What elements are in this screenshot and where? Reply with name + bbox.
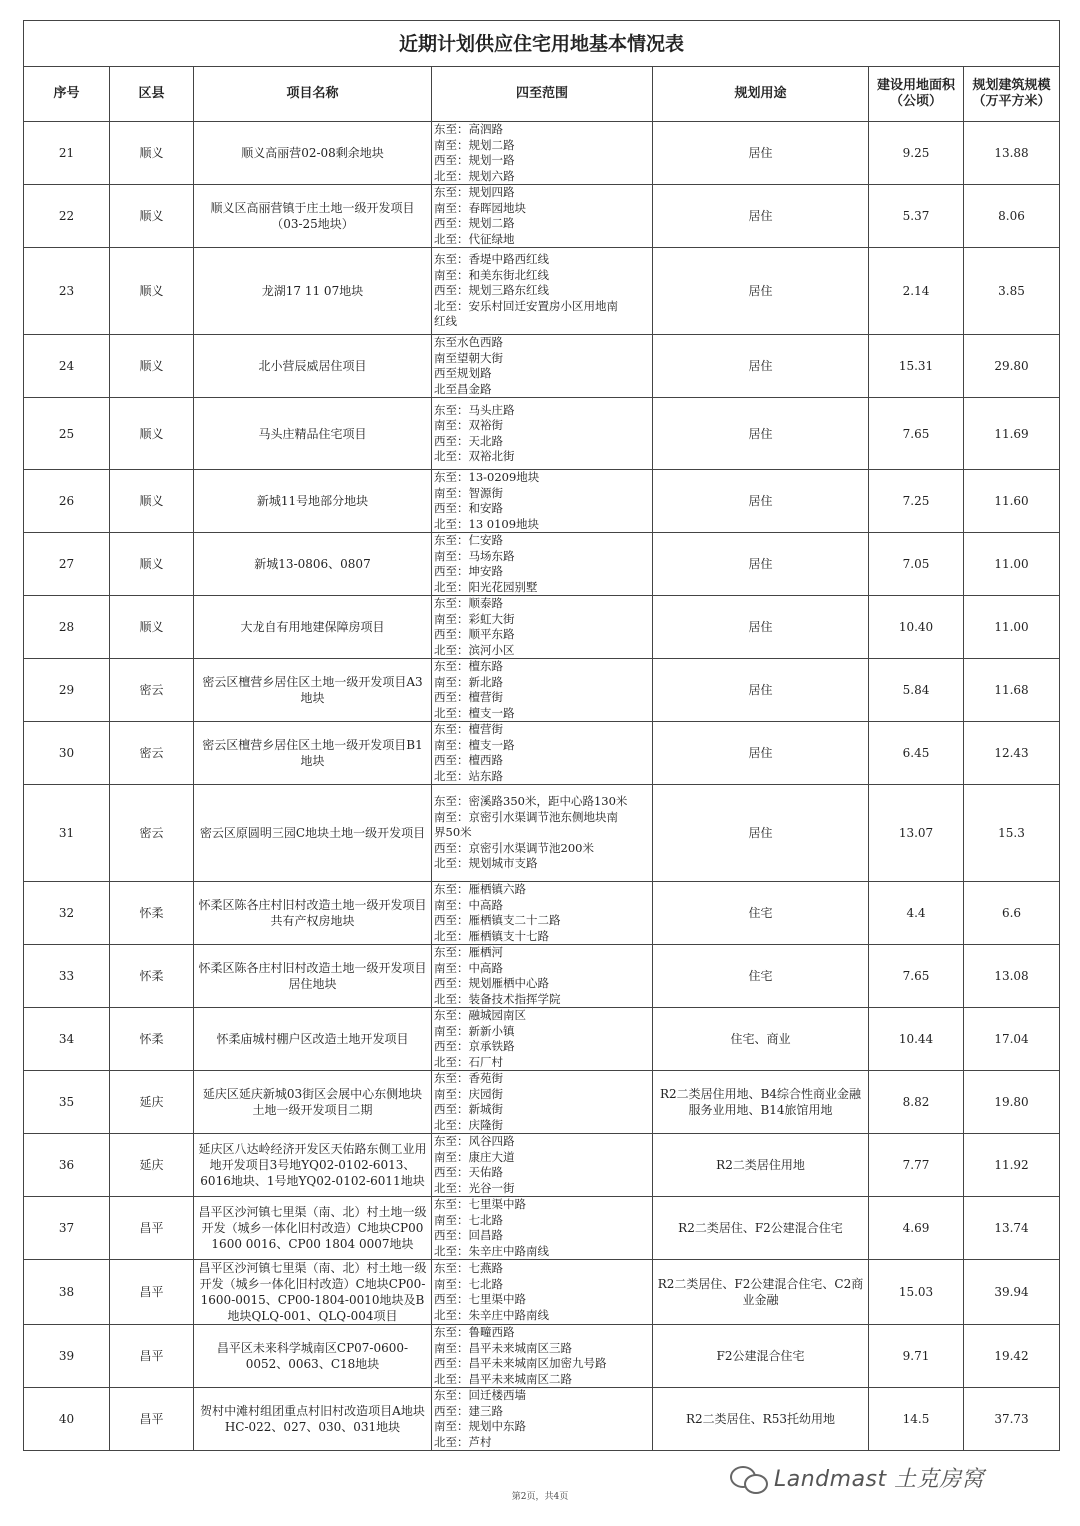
- boundary-line: 南至：中高路: [434, 897, 503, 912]
- cell-land-area: 9.71: [869, 1325, 964, 1388]
- boundary-line: 南至：京密引水渠调节池东侧地块南: [434, 809, 618, 824]
- boundary-line: 南至：规划二路: [434, 137, 515, 152]
- cell-planned-use: 居住: [653, 596, 869, 659]
- cell-planned-use: R2二类居住、F2公建混合住宅: [653, 1197, 869, 1260]
- boundary-line: 南至：康庄大道: [434, 1149, 515, 1164]
- cell-boundary: [432, 248, 653, 335]
- cell-project-name: 贺村中滩村组团重点村旧村改造项目A地块HC-022、027、030、031地块: [194, 1388, 432, 1451]
- cell-boundary: [432, 945, 653, 1008]
- boundary-line: 西至：天佑路: [434, 1165, 503, 1179]
- cell-planned-use: F2公建混合住宅: [653, 1325, 869, 1388]
- boundary-line: 南至：规划中东路: [434, 1419, 526, 1433]
- header-building-scale-line2: （万平方米）: [972, 94, 1051, 109]
- boundary-line: 南至：昌平未来城南区三路: [434, 1340, 572, 1355]
- boundary-line: 北至：双裕北街: [434, 449, 515, 463]
- boundary-line: 北至：檀支一路: [434, 705, 515, 720]
- cell-boundary: [432, 185, 653, 248]
- boundary-line: 东至：高泗路: [434, 122, 503, 136]
- cell-boundary: [432, 470, 653, 533]
- cell-district: 怀柔: [110, 882, 194, 945]
- cell-planned-use: R2二类居住、F2公建混合住宅、C2商业金融: [653, 1260, 869, 1325]
- cell-district: 顺义: [110, 398, 194, 470]
- boundary-line: 西至：回昌路: [434, 1228, 503, 1242]
- boundary-line: 北至：庆隆街: [434, 1117, 503, 1132]
- table-row: [24, 533, 1060, 596]
- boundary-line: 北至：昌平未来城南区二路: [434, 1371, 572, 1386]
- table-row: [24, 722, 1060, 785]
- cell-building-scale: 11.92: [964, 1134, 1060, 1197]
- table-row: [24, 1325, 1060, 1388]
- header-row: [24, 67, 1060, 122]
- boundary-line: 红线: [434, 314, 457, 329]
- cell-land-area: 6.45: [869, 722, 964, 785]
- boundary-line: 北至：代征绿地: [434, 231, 515, 246]
- table-row: [24, 785, 1060, 882]
- boundary-line: 南至：春晖园地块: [434, 200, 526, 215]
- boundary-line: 北至：雁栖镇支十七路: [434, 928, 549, 943]
- boundary-line: 东至：香苑街: [434, 1071, 503, 1085]
- boundary-line: 东至：顺泰路: [434, 596, 503, 610]
- cell-no: 22: [24, 185, 110, 248]
- cell-no: 34: [24, 1008, 110, 1071]
- cell-project-name: 昌平区未来科学城南区CP07-0600-0052、0063、C18地块: [194, 1325, 432, 1388]
- boundary-line: 北至：规划六路: [434, 168, 515, 183]
- table-row: [24, 1388, 1060, 1451]
- boundary-line: 北至：石厂村: [434, 1054, 503, 1069]
- cell-no: 27: [24, 533, 110, 596]
- boundary-line: 南至：中高路: [434, 960, 503, 975]
- cell-land-area: 5.37: [869, 185, 964, 248]
- cell-boundary: [432, 1008, 653, 1071]
- boundary-line: 北至：安乐村回迁安置房小区用地南: [434, 298, 618, 313]
- cell-land-area: 7.05: [869, 533, 964, 596]
- cell-no: 37: [24, 1197, 110, 1260]
- header-land-area-line1: 建设用地面积: [876, 78, 955, 93]
- boundary-line: 南至：智源街: [434, 485, 503, 500]
- table-row: [24, 1197, 1060, 1260]
- boundary-line: 东至：马头庄路: [434, 402, 515, 417]
- cell-project-name: 新城13-0806、0807: [194, 533, 432, 596]
- boundary-line: 东至：13-0209地块: [434, 470, 540, 484]
- header-boundary: 四至范围: [432, 67, 653, 122]
- cell-building-scale: 11.68: [964, 659, 1060, 722]
- cell-land-area: 7.65: [869, 398, 964, 470]
- boundary-line: 北至：朱辛庄中路南线: [434, 1243, 549, 1258]
- cell-boundary: [432, 1260, 653, 1325]
- cell-land-area: 4.4: [869, 882, 964, 945]
- cell-district: 昌平: [110, 1388, 194, 1451]
- cell-planned-use: 居住: [653, 722, 869, 785]
- table-row: [24, 248, 1060, 335]
- boundary-line: 北至：站东路: [434, 768, 503, 783]
- boundary-line: 东至：檀营街: [434, 722, 503, 736]
- cell-no: 21: [24, 122, 110, 185]
- cell-planned-use: 居住: [653, 185, 869, 248]
- cell-building-scale: 8.06: [964, 185, 1060, 248]
- cell-planned-use: R2二类居住用地、B4综合性商业金融服务业用地、B14旅馆用地: [653, 1071, 869, 1134]
- boundary-line: 北至：光谷一街: [434, 1180, 515, 1195]
- header-building-scale: [964, 67, 1060, 122]
- wechat-icon: [728, 1462, 768, 1492]
- cell-project-name: 北小营辰威居住项目: [194, 335, 432, 398]
- boundary-line: 北至：滨河小区: [434, 642, 515, 657]
- cell-boundary: [432, 785, 653, 882]
- cell-no: 39: [24, 1325, 110, 1388]
- boundary-line: 南至：和美东街北红线: [434, 267, 549, 282]
- cell-land-area: 5.84: [869, 659, 964, 722]
- boundary-line: 北至：规划城市支路: [434, 856, 538, 871]
- header-land-area: [869, 67, 964, 122]
- cell-land-area: 2.14: [869, 248, 964, 335]
- boundary-line: 西至：檀营街: [434, 690, 503, 704]
- boundary-line: 西至：天北路: [434, 433, 503, 448]
- cell-no: 38: [24, 1260, 110, 1325]
- boundary-line: 北至：阳光花园别墅: [434, 579, 538, 594]
- cell-building-scale: 37.73: [964, 1388, 1060, 1451]
- boundary-line: 东至：雁栖河: [434, 945, 503, 959]
- boundary-line: 东至：融城园南区: [434, 1008, 526, 1022]
- cell-no: 36: [24, 1134, 110, 1197]
- cell-building-scale: 29.80: [964, 335, 1060, 398]
- cell-planned-use: 居住: [653, 122, 869, 185]
- cell-boundary: [432, 1388, 653, 1451]
- cell-project-name: 密云区檀营乡居住区土地一级开发项目A3地块: [194, 659, 432, 722]
- boundary-line: 西至：规划二路: [434, 216, 515, 230]
- header-building-scale-line1: 规划建筑规模: [972, 78, 1051, 93]
- cell-boundary: [432, 1071, 653, 1134]
- cell-planned-use: 居住: [653, 785, 869, 882]
- cell-land-area: 14.5: [869, 1388, 964, 1451]
- table-row: [24, 185, 1060, 248]
- cell-district: 密云: [110, 785, 194, 882]
- cell-building-scale: 19.42: [964, 1325, 1060, 1388]
- boundary-line: 东至：七燕路: [434, 1261, 503, 1275]
- boundary-line: 南至：马场东路: [434, 548, 515, 563]
- cell-building-scale: 13.88: [964, 122, 1060, 185]
- cell-no: 26: [24, 470, 110, 533]
- table-row: [24, 659, 1060, 722]
- cell-building-scale: 13.08: [964, 945, 1060, 1008]
- boundary-line: 界50米: [434, 825, 472, 840]
- boundary-line: 北至：装备技术指挥学院: [434, 991, 561, 1006]
- boundary-line: 北至：13 0109地块: [434, 516, 540, 531]
- cell-no: 24: [24, 335, 110, 398]
- cell-boundary: [432, 1197, 653, 1260]
- cell-planned-use: 居住: [653, 533, 869, 596]
- cell-no: 33: [24, 945, 110, 1008]
- boundary-line: 南至：檀支一路: [434, 737, 515, 752]
- boundary-line: 西至：新城街: [434, 1102, 503, 1116]
- boundary-line: 南至：七北路: [434, 1276, 503, 1291]
- cell-building-scale: 6.6: [964, 882, 1060, 945]
- cell-project-name: 密云区原圆明三园C地块土地一级开发项目: [194, 785, 432, 882]
- cell-boundary: [432, 596, 653, 659]
- cell-project-name: 昌平区沙河镇七里渠（南、北）村土地一级开发（城乡一体化旧村改造）C地块CP00-1600-0015、CP00-1804-0010地块及B地块QLQ-001、QLQ-004项目: [194, 1260, 432, 1325]
- cell-project-name: 大龙自有用地建保障房项目: [194, 596, 432, 659]
- boundary-line: 北至：芦村: [434, 1434, 492, 1449]
- boundary-line: 西至：规划雁栖中心路: [434, 976, 549, 990]
- header-planned-use: 规划用途: [653, 67, 869, 122]
- table-row: [24, 398, 1060, 470]
- boundary-line: 南至：七北路: [434, 1212, 503, 1227]
- cell-planned-use: 住宅、商业: [653, 1008, 869, 1071]
- boundary-line: 东至：香堤中路西红线: [434, 252, 549, 267]
- cell-planned-use: 居住: [653, 248, 869, 335]
- boundary-line: 东至：七里渠中路: [434, 1197, 526, 1211]
- cell-building-scale: 12.43: [964, 722, 1060, 785]
- cell-planned-use: 居住: [653, 335, 869, 398]
- boundary-line: 东至：回迁楼西墙: [434, 1388, 526, 1402]
- cell-no: 32: [24, 882, 110, 945]
- table-title: 近期计划供应住宅用地基本情况表: [24, 21, 1060, 67]
- cell-district: 顺义: [110, 470, 194, 533]
- boundary-line: 西至：规划三路东红线: [434, 283, 549, 298]
- boundary-line: 东至：雁栖镇六路: [434, 882, 526, 896]
- table-row: [24, 1134, 1060, 1197]
- table-row: [24, 1071, 1060, 1134]
- cell-district: 密云: [110, 659, 194, 722]
- cell-project-name: 顺义区高丽营镇于庄土地一级开发项目（03-25地块）: [194, 185, 432, 248]
- cell-boundary: [432, 882, 653, 945]
- boundary-line: 西至：昌平未来城南区加密九号路: [434, 1356, 607, 1370]
- cell-land-area: 15.03: [869, 1260, 964, 1325]
- cell-no: 40: [24, 1388, 110, 1451]
- cell-project-name: 怀柔庙城村棚户区改造土地开发项目: [194, 1008, 432, 1071]
- boundary-line: 东至：鲁疃西路: [434, 1325, 515, 1339]
- header-project-name: 项目名称: [194, 67, 432, 122]
- cell-project-name: 新城11号地部分地块: [194, 470, 432, 533]
- land-supply-table-sheet: [23, 20, 1059, 1449]
- cell-district: 密云: [110, 722, 194, 785]
- boundary-line: 北至：朱辛庄中路南线: [434, 1307, 549, 1322]
- cell-no: 35: [24, 1071, 110, 1134]
- cell-building-scale: 11.60: [964, 470, 1060, 533]
- cell-boundary: [432, 1325, 653, 1388]
- cell-district: 顺义: [110, 122, 194, 185]
- boundary-line: 南至：双裕街: [434, 418, 503, 432]
- table-row: [24, 335, 1060, 398]
- cell-boundary: [432, 722, 653, 785]
- header-land-area-line2: （公顷）: [889, 94, 942, 109]
- boundary-line: 西至：顺平东路: [434, 627, 515, 641]
- boundary-line: 北至昌金路: [434, 381, 492, 396]
- cell-building-scale: 17.04: [964, 1008, 1060, 1071]
- watermark-text: Landmast 土克房窝: [774, 1466, 985, 1492]
- cell-building-scale: 15.3: [964, 785, 1060, 882]
- cell-project-name: 马头庄精品住宅项目: [194, 398, 432, 470]
- cell-planned-use: R2二类居住用地: [653, 1134, 869, 1197]
- cell-planned-use: 住宅: [653, 882, 869, 945]
- cell-boundary: [432, 398, 653, 470]
- boundary-line: 东至：檀东路: [434, 659, 503, 673]
- cell-boundary: [432, 335, 653, 398]
- table-row: [24, 1260, 1060, 1325]
- cell-planned-use: R2二类居住、R53托幼用地: [653, 1388, 869, 1451]
- boundary-line: 西至：七里渠中路: [434, 1292, 526, 1306]
- land-supply-table: [23, 20, 1060, 1451]
- cell-project-name: 延庆区八达岭经济开发区天佑路东侧工业用地开发项目3号地YQ02-0102-6013、6016地块、1号地YQ02-0102-6011地块: [194, 1134, 432, 1197]
- cell-building-scale: 11.00: [964, 596, 1060, 659]
- cell-district: 顺义: [110, 596, 194, 659]
- boundary-line: 西至规划路: [434, 366, 492, 380]
- cell-boundary: [432, 1134, 653, 1197]
- cell-no: 25: [24, 398, 110, 470]
- cell-project-name: 龙湖17 11 07地块: [194, 248, 432, 335]
- cell-land-area: 9.25: [869, 122, 964, 185]
- boundary-line: 南至望朝大街: [434, 350, 503, 365]
- boundary-line: 西至：规划一路: [434, 153, 515, 167]
- boundary-line: 西至：檀西路: [434, 753, 503, 767]
- boundary-line: 西至：雁栖镇支二十二路: [434, 913, 561, 927]
- cell-district: 顺义: [110, 248, 194, 335]
- page-footer: 第2页，共4页: [511, 1492, 569, 1502]
- boundary-line: 西至：京密引水渠调节池200米: [434, 840, 594, 855]
- cell-building-scale: 13.74: [964, 1197, 1060, 1260]
- cell-building-scale: 11.00: [964, 533, 1060, 596]
- table-row: [24, 1008, 1060, 1071]
- cell-building-scale: 39.94: [964, 1260, 1060, 1325]
- cell-land-area: 7.25: [869, 470, 964, 533]
- table-row: [24, 882, 1060, 945]
- table-row: [24, 596, 1060, 659]
- cell-planned-use: 居住: [653, 398, 869, 470]
- cell-boundary: [432, 122, 653, 185]
- cell-project-name: 密云区檀营乡居住区土地一级开发项目B1地块: [194, 722, 432, 785]
- cell-district: 延庆: [110, 1134, 194, 1197]
- boundary-line: 西至：京承铁路: [434, 1039, 515, 1053]
- cell-project-name: 顺义高丽营02-08剩余地块: [194, 122, 432, 185]
- boundary-line: 西至：建三路: [434, 1403, 503, 1418]
- cell-district: 昌平: [110, 1197, 194, 1260]
- boundary-line: 西至：和安路: [434, 501, 503, 515]
- cell-district: 顺义: [110, 335, 194, 398]
- cell-district: 怀柔: [110, 945, 194, 1008]
- cell-district: 顺义: [110, 185, 194, 248]
- cell-project-name: 延庆区延庆新城03街区会展中心东侧地块土地一级开发项目二期: [194, 1071, 432, 1134]
- cell-district: 延庆: [110, 1071, 194, 1134]
- cell-building-scale: 3.85: [964, 248, 1060, 335]
- boundary-line: 南至：庆园街: [434, 1086, 503, 1101]
- cell-no: 30: [24, 722, 110, 785]
- cell-boundary: [432, 533, 653, 596]
- cell-land-area: 7.65: [869, 945, 964, 1008]
- cell-land-area: 15.31: [869, 335, 964, 398]
- table-row: [24, 945, 1060, 1008]
- cell-no: 29: [24, 659, 110, 722]
- boundary-line: 东至水色西路: [434, 335, 503, 349]
- cell-district: 昌平: [110, 1325, 194, 1388]
- cell-district: 顺义: [110, 533, 194, 596]
- boundary-line: 东至：规划四路: [434, 185, 515, 199]
- boundary-line: 南至：新北路: [434, 674, 503, 689]
- cell-district: 怀柔: [110, 1008, 194, 1071]
- boundary-line: 西至：坤安路: [434, 564, 503, 578]
- cell-project-name: 昌平区沙河镇七里渠（南、北）村土地一级开发（城乡一体化旧村改造）C地块CP00 1600 0016、CP00 1804 0007地块: [194, 1197, 432, 1260]
- table-row: [24, 470, 1060, 533]
- cell-district: 昌平: [110, 1260, 194, 1325]
- cell-no: 23: [24, 248, 110, 335]
- header-district: 区县: [110, 67, 194, 122]
- cell-land-area: 8.82: [869, 1071, 964, 1134]
- cell-land-area: 10.44: [869, 1008, 964, 1071]
- cell-land-area: 10.40: [869, 596, 964, 659]
- cell-land-area: 7.77: [869, 1134, 964, 1197]
- cell-planned-use: 居住: [653, 470, 869, 533]
- boundary-line: 东至：仁安路: [434, 533, 503, 547]
- cell-land-area: 4.69: [869, 1197, 964, 1260]
- cell-building-scale: 11.69: [964, 398, 1060, 470]
- boundary-line: 南至：新新小镇: [434, 1023, 515, 1038]
- boundary-line: 东至：密溪路350米，距中心路130米: [434, 794, 628, 809]
- cell-land-area: 13.07: [869, 785, 964, 882]
- cell-planned-use: 住宅: [653, 945, 869, 1008]
- boundary-line: 南至：彩虹大街: [434, 611, 515, 626]
- cell-project-name: 怀柔区陈各庄村旧村改造土地一级开发项目居住地块: [194, 945, 432, 1008]
- table-row: [24, 122, 1060, 185]
- cell-boundary: [432, 659, 653, 722]
- cell-project-name: 怀柔区陈各庄村旧村改造土地一级开发项目共有产权房地块: [194, 882, 432, 945]
- cell-building-scale: 19.80: [964, 1071, 1060, 1134]
- cell-no: 31: [24, 785, 110, 882]
- boundary-line: 东至：风谷四路: [434, 1134, 515, 1148]
- header-no: 序号: [24, 67, 110, 122]
- cell-planned-use: 居住: [653, 659, 869, 722]
- cell-no: 28: [24, 596, 110, 659]
